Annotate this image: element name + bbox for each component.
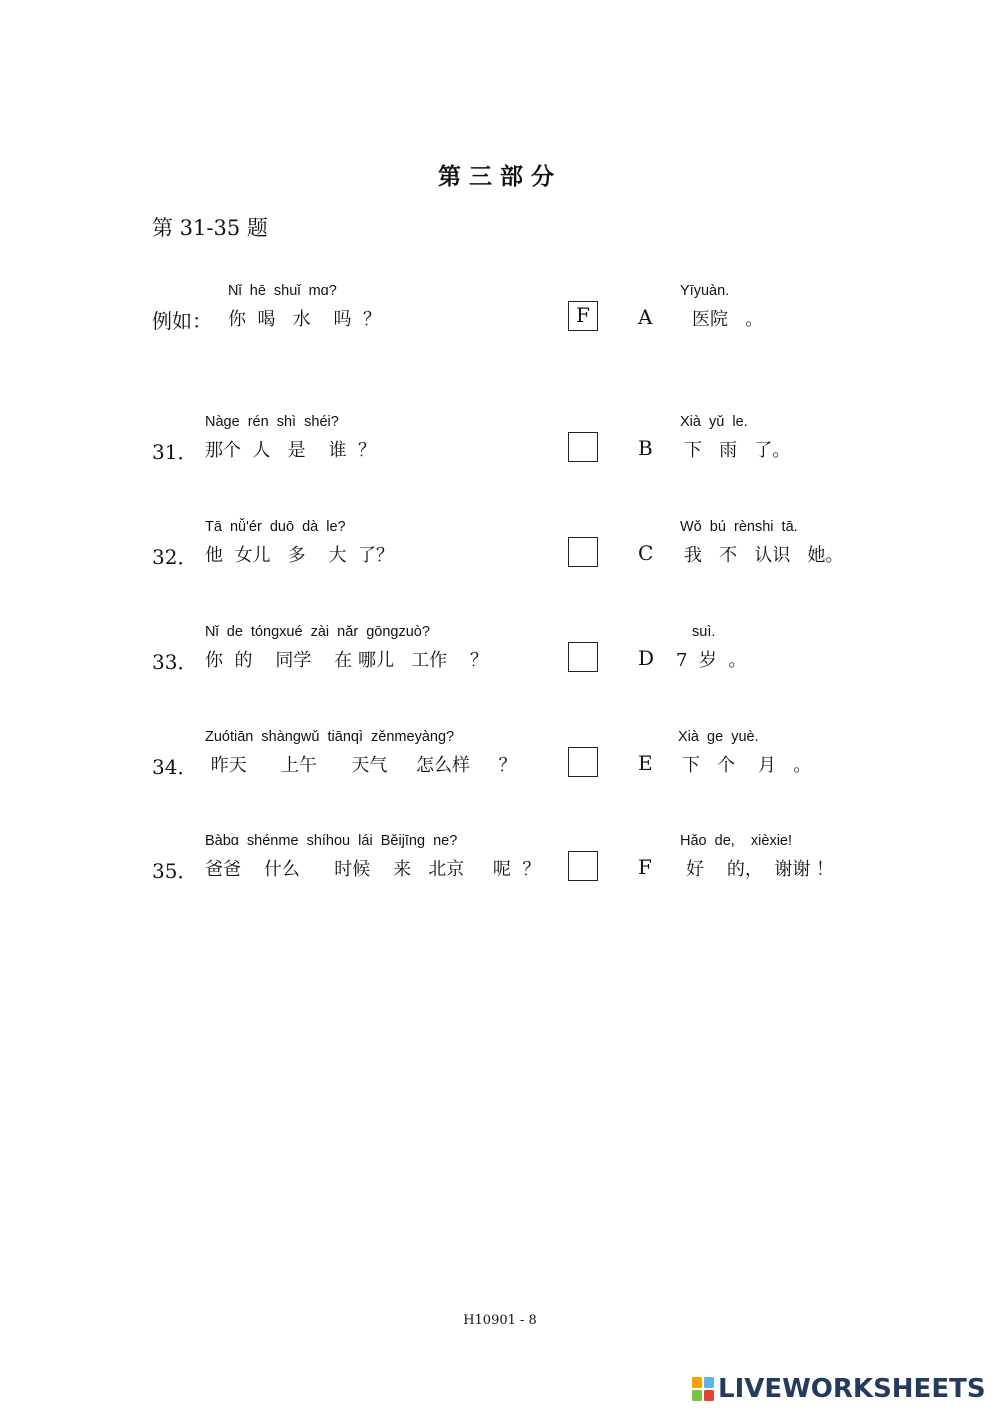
example-label: 例如：	[152, 309, 212, 333]
example-pinyin: Nǐ hē shuǐ mɑ?	[228, 283, 337, 299]
option-text-f: 好 的， 谢谢 ！	[686, 859, 835, 880]
option-letter-f: F	[638, 855, 652, 879]
option-letter-a: A	[638, 305, 653, 329]
example-answer-box: F	[568, 301, 598, 331]
question-pinyin: Zuótiān shàngwǔ tiānqì zěnmeyàng?	[205, 729, 455, 745]
option-pinyin-a: Yīyuàn.	[680, 283, 730, 299]
question-text: 他 女儿 多 大 了？	[205, 545, 394, 566]
option-pinyin-f: Hǎo de, xièxie!	[680, 833, 793, 849]
option-letter-c: C	[638, 541, 654, 565]
page-code: H10901 - 8	[463, 1313, 537, 1328]
option-text-b: 下 雨 了。	[684, 440, 791, 461]
question-row-34	[0, 729, 1000, 789]
answer-box-35[interactable]	[568, 851, 598, 881]
liveworksheets-logo	[692, 1374, 986, 1404]
liveworksheets-logo-icon	[692, 1377, 714, 1401]
answer-box-32[interactable]	[568, 537, 598, 567]
option-text-c: 我 不 认识 她。	[684, 545, 844, 566]
option-pinyin-b: Xià yǔ le.	[680, 414, 748, 430]
question-pinyin: Tā nǚ'ér duō dà le?	[205, 519, 346, 535]
brand-name: LIVEWORKSHEETS	[718, 1374, 986, 1404]
question-text: 爸爸 什么 时候 来 北京 呢 ？	[205, 859, 541, 880]
question-row-32	[0, 519, 1000, 579]
question-pinyin: Bàbɑ shénme shíhou lái Běijīng ne?	[205, 833, 458, 849]
question-text: 那个 人 是 谁 ？	[205, 440, 376, 461]
option-text-a: 医院 。	[692, 309, 764, 330]
option-letter-b: B	[638, 436, 653, 460]
option-letter-d: D	[638, 646, 655, 670]
answer-box-34[interactable]	[568, 747, 598, 777]
option-letter-e: E	[638, 751, 653, 775]
question-number: 33．	[152, 650, 198, 674]
answer-box-33[interactable]	[568, 642, 598, 672]
option-text-e: 下 个 月 。	[682, 755, 812, 776]
question-row-31	[0, 414, 1000, 474]
answer-box-31[interactable]	[568, 432, 598, 462]
option-text-d: 7 岁 。	[676, 650, 747, 671]
question-number: 31．	[152, 440, 198, 464]
page-title: 第三部分	[438, 163, 562, 190]
question-number: 35．	[152, 859, 198, 883]
example-row	[0, 283, 1000, 343]
question-pinyin: Nǐ de tóngxué zài nǎr gōngzuò?	[205, 624, 430, 640]
question-text: 你 的 同学 在 哪儿 工作 ？	[205, 650, 488, 671]
question-text: 昨天 上午 天气 怎么样 ？	[205, 755, 517, 776]
question-pinyin: Nàge rén shì shéi?	[205, 414, 339, 430]
option-pinyin-e: Xià ge yuè.	[678, 729, 759, 745]
question-number: 32．	[152, 545, 198, 569]
question-row-35	[0, 833, 1000, 893]
option-pinyin-c: Wǒ bú rènshi tā.	[680, 519, 798, 535]
question-row-33	[0, 624, 1000, 684]
question-number: 34．	[152, 755, 198, 779]
option-pinyin-d: suì.	[688, 624, 716, 640]
section-subtitle: 第 31-35 题	[152, 216, 268, 240]
example-text: 你 喝 水 吗 ？	[228, 309, 381, 330]
